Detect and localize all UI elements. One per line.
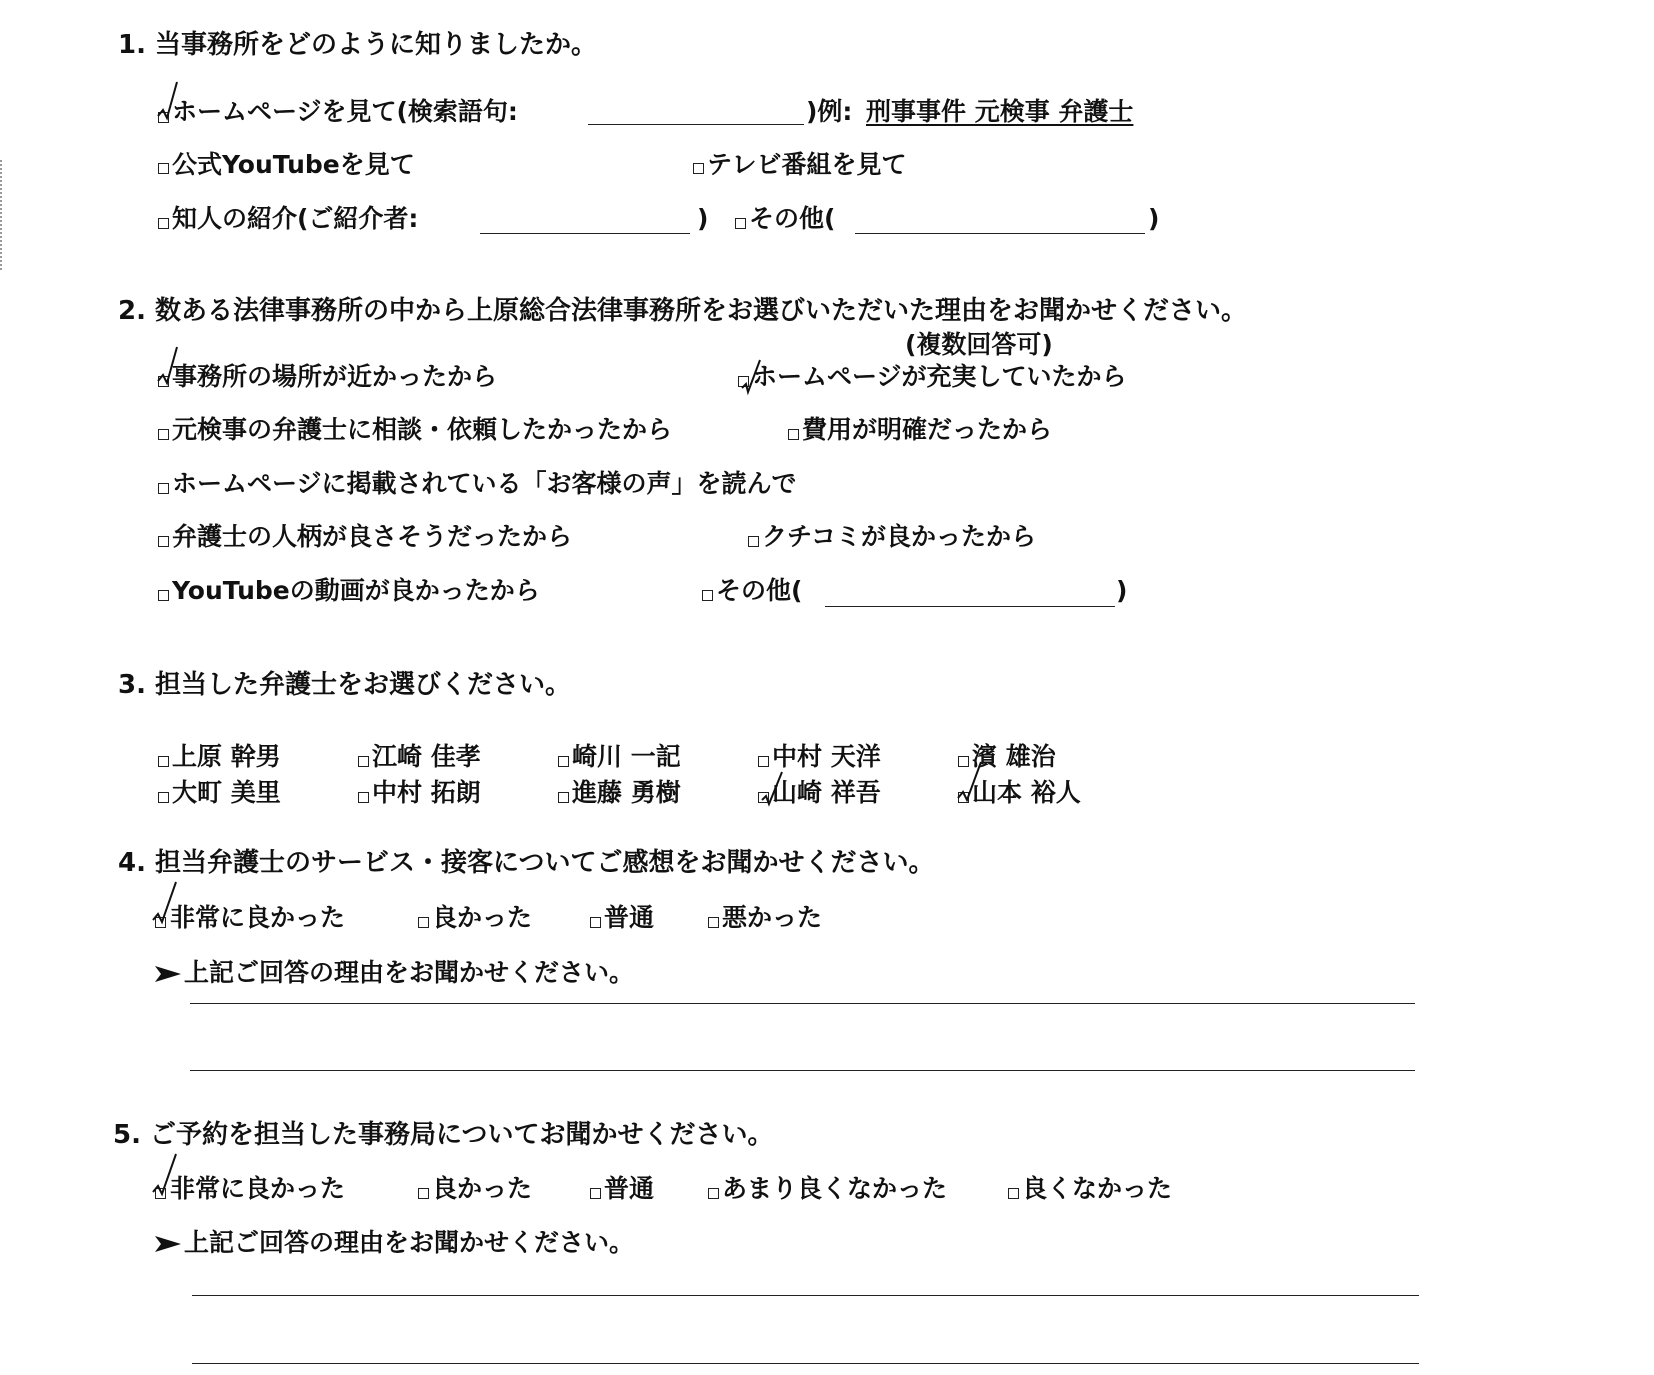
checkbox-lawyer[interactable]	[358, 756, 369, 767]
reason-testimonials: ホームページに掲載されている「お客様の声」を読んで	[172, 469, 797, 498]
question-1-title: 1. 当事務所をどのように知りましたか。	[118, 30, 598, 60]
q4-option: 悪かった	[722, 903, 823, 932]
checkbox-lawyer[interactable]	[358, 792, 369, 803]
q4-option: 非常に良かった	[170, 903, 346, 932]
reason-location: 事務所の場所が近かったから	[172, 362, 498, 391]
lawyer-name: 崎川 一記	[572, 742, 681, 771]
checkbox-lawyer[interactable]	[558, 756, 569, 767]
option-referral: 知人の紹介(ご紹介者:	[172, 204, 419, 233]
q5-option: あまり良くなかった	[722, 1174, 948, 1203]
question-3-title: 3. 担当した弁護士をお選びください。	[118, 670, 572, 700]
q5-reason-line-1[interactable]	[192, 1295, 1419, 1296]
checkbox-q1-other[interactable]	[735, 218, 746, 229]
reason-reviews: クチコミが良かったから	[762, 522, 1037, 551]
checkbox-lawyer[interactable]	[158, 792, 169, 803]
checkbox-q1-tv[interactable]	[693, 163, 704, 174]
question-4-title: 4. 担当弁護士のサービス・接客についてご感想をお聞かせください。	[118, 848, 935, 878]
referrer-field[interactable]	[480, 233, 690, 234]
q4-option: 良かった	[432, 903, 533, 932]
example-search-terms: 刑事事件 元検事 弁護士	[866, 97, 1134, 126]
reason-other-close: )	[1116, 576, 1128, 605]
lawyer-name: 中村 天洋	[772, 742, 881, 771]
reason-fees: 費用が明確だったから	[802, 415, 1053, 444]
q4-reason-line-1[interactable]	[190, 1003, 1415, 1004]
lawyer-name: 山崎 祥吾	[772, 778, 881, 807]
q5-option: 普通	[604, 1174, 655, 1203]
question-5-title: 5. ご予約を担当した事務局についてお聞かせください。	[113, 1120, 774, 1150]
reason-youtube: YouTubeの動画が良かったから	[172, 576, 540, 605]
checkbox-q1-youtube[interactable]	[158, 163, 169, 174]
option-referral-close: )	[697, 204, 709, 233]
option-youtube: 公式YouTubeを見て	[172, 150, 415, 179]
checkbox-q2-youtube[interactable]	[158, 590, 169, 601]
q5-option: 良かった	[432, 1174, 533, 1203]
q4-reason-prompt: 上記ご回答の理由をお聞かせください。	[184, 958, 635, 987]
option-tv: テレビ番組を見て	[707, 150, 907, 179]
checkbox-q5-good[interactable]	[418, 1188, 429, 1199]
checkbox-q2-other[interactable]	[702, 590, 713, 601]
lawyer-name: 上原 幹男	[172, 742, 281, 771]
checkbox-q4-bad[interactable]	[708, 917, 719, 928]
reason-homepage: ホームページが充実していたから	[752, 362, 1127, 391]
checkbox-q5-not-good[interactable]	[1008, 1188, 1019, 1199]
checkbox-lawyer[interactable]	[158, 756, 169, 767]
reason-personality: 弁護士の人柄が良さそうだったから	[172, 522, 573, 551]
other-field[interactable]	[855, 233, 1145, 234]
q5-reason-prompt: 上記ご回答の理由をお聞かせください。	[184, 1228, 635, 1257]
lawyer-name: 山本 裕人	[972, 778, 1081, 807]
lawyer-name: 江崎 佳孝	[372, 742, 481, 771]
option-other: その他(	[749, 204, 836, 233]
checkbox-q2-fees[interactable]	[788, 429, 799, 440]
lawyer-name: 大町 美里	[172, 778, 281, 807]
checkbox-q2-reviews[interactable]	[748, 536, 759, 547]
checkbox-q1-referral[interactable]	[158, 218, 169, 229]
q5-option: 良くなかった	[1022, 1174, 1173, 1203]
option-homepage-close: )例:	[806, 97, 853, 126]
reason-other-field[interactable]	[825, 606, 1115, 607]
checkbox-q2-personality[interactable]	[158, 536, 169, 547]
checkbox-lawyer[interactable]	[558, 792, 569, 803]
checkbox-q5-not-very-good[interactable]	[708, 1188, 719, 1199]
option-other-close: )	[1148, 204, 1160, 233]
checkbox-q4-average[interactable]	[590, 917, 601, 928]
scan-edge-mark	[0, 160, 2, 270]
checkbox-q2-testimonials[interactable]	[158, 483, 169, 494]
question-2-title: 2. 数ある法律事務所の中から上原総合法律事務所をお選びいただいた理由をお聞かせください。	[118, 296, 1248, 326]
reason-other: その他(	[716, 576, 803, 605]
checkbox-q5-average[interactable]	[590, 1188, 601, 1199]
checkbox-q4-good[interactable]	[418, 917, 429, 928]
q4-option: 普通	[604, 903, 655, 932]
lawyer-name: 中村 拓朗	[372, 778, 481, 807]
lawyer-name: 濱 雄治	[972, 742, 1056, 771]
checkbox-lawyer[interactable]	[758, 756, 769, 767]
q5-reason-line-2[interactable]	[192, 1363, 1419, 1364]
lawyer-name: 進藤 勇樹	[572, 778, 681, 807]
search-terms-field[interactable]	[588, 124, 804, 125]
reason-former-prosecutor: 元検事の弁護士に相談・依頼したかったから	[172, 415, 673, 444]
q4-reason-line-2[interactable]	[190, 1070, 1415, 1071]
multiple-answers-note: (複数回答可)	[905, 330, 1053, 359]
arrow-bullet-icon	[155, 965, 181, 983]
option-homepage: ホームページを見て(検索語句:	[172, 97, 518, 126]
arrow-bullet-icon	[155, 1235, 181, 1253]
checkbox-q2-former-prosecutor[interactable]	[158, 429, 169, 440]
q5-option: 非常に良かった	[170, 1174, 346, 1203]
